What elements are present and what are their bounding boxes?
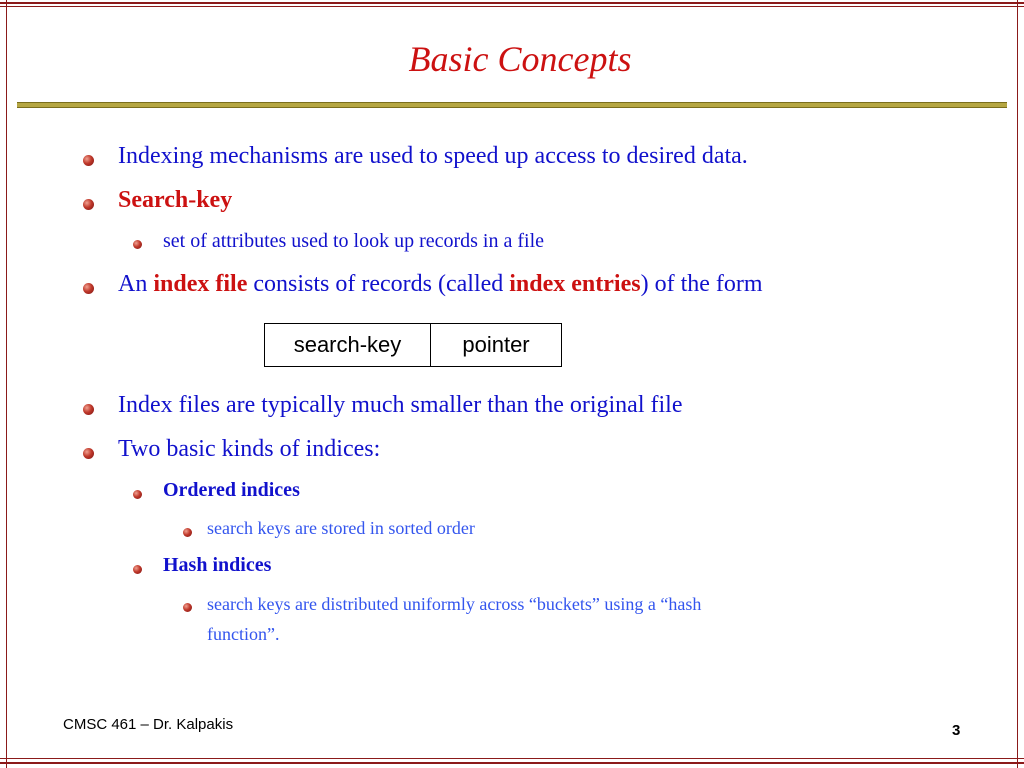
hash-indices-detail-line2: function”. <box>207 624 280 644</box>
index-entry-format <box>264 323 562 367</box>
text-segment: consists of records (called <box>247 271 510 297</box>
sub-bullet-icon <box>133 565 142 574</box>
slide-border-top <box>0 2 1024 4</box>
slide-border-bottom <box>0 762 1024 764</box>
text-segment: An <box>118 271 154 297</box>
sub-bullet-icon <box>133 490 142 499</box>
bullet-search-key: Search-key <box>118 187 233 213</box>
sub-sub-bullet-icon <box>183 603 192 612</box>
bullet-indexing: Indexing mechanisms are used to speed up access to desired data. <box>118 143 748 169</box>
bullet-kinds-of-indices: Two basic kinds of indices: <box>118 436 381 462</box>
sub-bullet-ordered-indices: Ordered indices <box>163 479 300 501</box>
bullet-icon <box>83 199 94 210</box>
bullet-icon <box>83 283 94 294</box>
text-segment: ) of the form <box>640 271 763 297</box>
term-index-file: index file <box>153 271 248 297</box>
bullet-index-file <box>118 271 763 298</box>
entry-field-search-key: search-key <box>265 324 431 366</box>
bullet-icon <box>83 448 94 459</box>
term-index-entries: index entries <box>509 271 641 297</box>
bullet-icon <box>83 404 94 415</box>
bullet-icon <box>83 155 94 166</box>
bullet-index-size: Index files are typically much smaller than the original file <box>118 392 683 418</box>
slide-border-bottom-inner <box>0 758 1024 759</box>
page-number: 3 <box>952 722 961 739</box>
ordered-indices-detail: search keys are stored in sorted order <box>207 518 475 538</box>
slide-border-left <box>6 0 7 768</box>
footer-course: CMSC 461 – Dr. Kalpakis <box>63 716 234 733</box>
entry-field-pointer: pointer <box>462 332 530 357</box>
slide-border-right <box>1017 0 1018 768</box>
sub-bullet-hash-indices: Hash indices <box>163 554 272 576</box>
sub-bullet-search-key-definition: set of attributes used to look up records in a file <box>163 230 545 252</box>
slide-title: Basic Concepts <box>408 39 632 79</box>
hash-indices-detail-line1: search keys are distributed uniformly across “buckets” using a “hash <box>207 594 702 614</box>
sub-sub-bullet-icon <box>183 528 192 537</box>
title-divider <box>17 102 1007 108</box>
sub-bullet-icon <box>133 240 142 249</box>
slide-border-top-inner <box>0 6 1024 7</box>
